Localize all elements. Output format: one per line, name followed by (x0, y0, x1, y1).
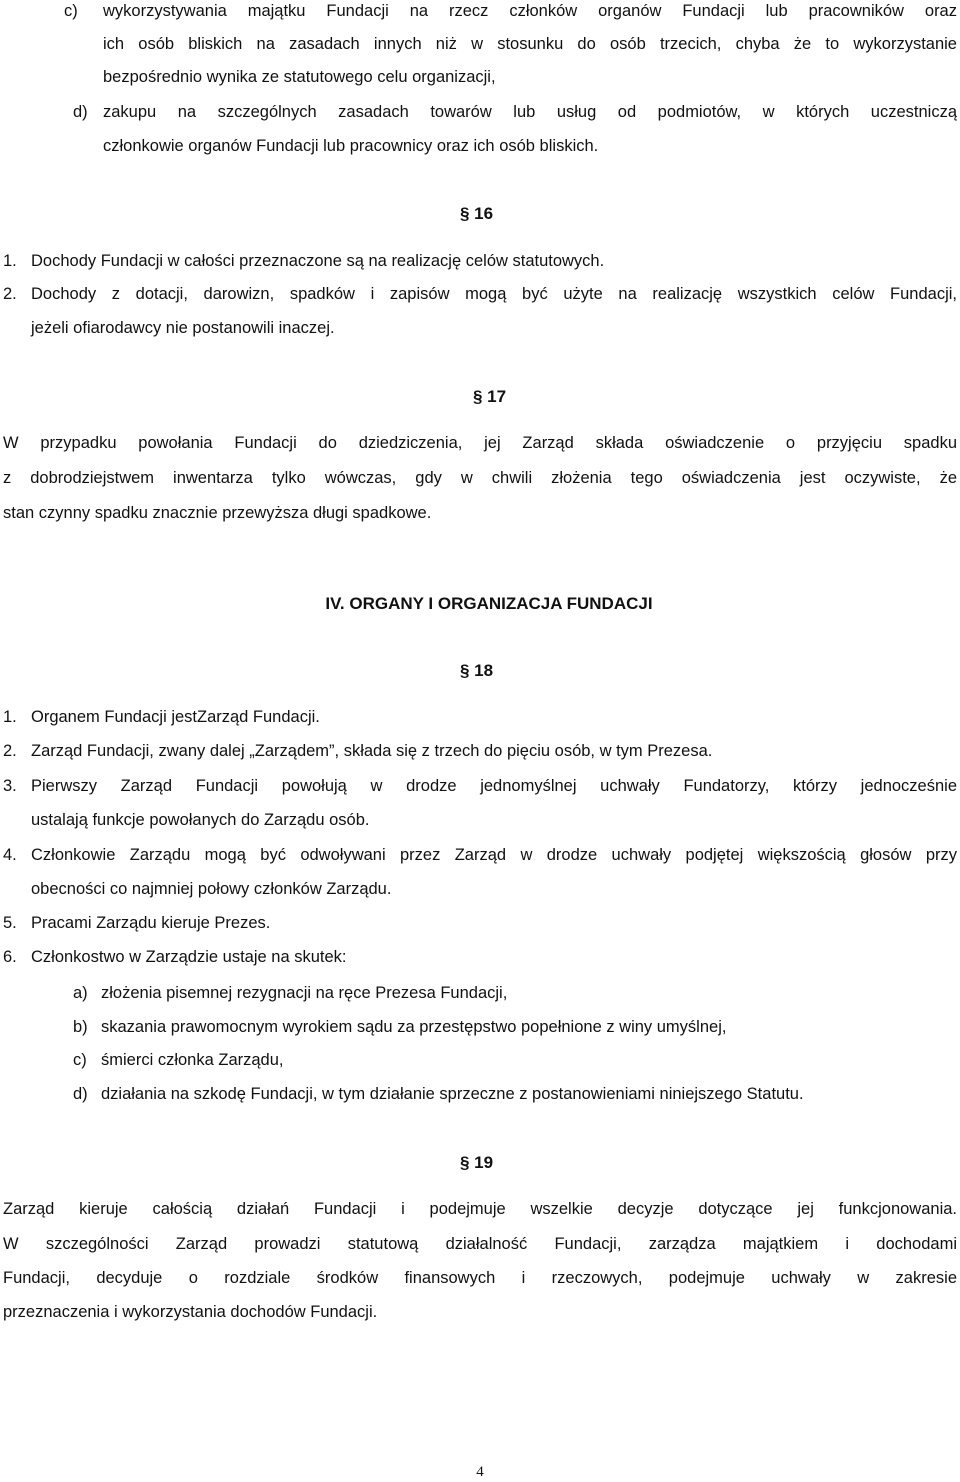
list-marker: c) (73, 1051, 87, 1069)
paragraph-line: obecności co najmniej połowy członków Zarządu. (31, 880, 392, 898)
paragraph-line: śmierci członka Zarządu, (101, 1051, 284, 1069)
paragraph-line: Organem Fundacji jestZarząd Fundacji. (31, 708, 320, 726)
paragraph-line: z dobrodziejstwem inwentarza tylko wówczas, gdy w chwili złożenia tego oświadczenia jest oczywiste, że (3, 469, 957, 487)
list-marker: 1. (3, 708, 17, 726)
section-heading: § 17 (473, 387, 507, 406)
paragraph-line: Członkostwo w Zarządzie ustaje na skutek: (31, 948, 347, 966)
list-marker: 5. (3, 914, 17, 932)
section-heading: § 19 (460, 1153, 494, 1172)
paragraph-line: Fundacji, decyduje o rozdziale środków finansowych i rzeczowych, podejmuje uchwały w zakresie (3, 1269, 957, 1287)
paragraph-line: Członkowie Zarządu mogą być odwoływani przez Zarząd w drodze uchwały podjętej większością głosów przy (31, 846, 957, 864)
paragraph-line: stan czynny spadku znacznie przewyższa długi spadkowe. (3, 504, 432, 522)
list-marker: a) (73, 984, 88, 1002)
paragraph-line: członkowie organów Fundacji lub pracownicy oraz ich osób bliskich. (103, 137, 599, 155)
paragraph-line: Pracami Zarządu kieruje Prezes. (31, 914, 271, 932)
paragraph-line: Dochody Fundacji w całości przeznaczone są na realizację celów statutowych. (31, 252, 605, 270)
list-marker: d) (73, 1085, 88, 1103)
list-marker: 6. (3, 948, 17, 966)
paragraph-line: złożenia pisemnej rezygnacji na ręce Prezesa Fundacji, (101, 984, 508, 1002)
list-marker: d) (73, 103, 88, 121)
paragraph-line: skazania prawomocnym wyrokiem sądu za przestępstwo popełnione z winy umyślnej, (101, 1018, 727, 1036)
paragraph-line: przeznaczenia i wykorzystania dochodów Fundacji. (3, 1303, 378, 1321)
paragraph-line: Zarząd kieruje całością działań Fundacji i podejmuje wszelkie decyzje dotyczące jej funkcjonowania. (3, 1200, 957, 1218)
list-marker: 2. (3, 742, 17, 760)
list-marker: 1. (3, 252, 17, 270)
paragraph-line: zakupu na szczególnych zasadach towarów lub usług od podmiotów, w których uczestniczą (103, 103, 957, 121)
paragraph-line: bezpośrednio wynika ze statutowego celu organizacji, (103, 68, 496, 86)
list-marker: 3. (3, 777, 17, 795)
paragraph-line: ustalają funkcje powołanych do Zarządu osób. (31, 811, 370, 829)
section-heading: § 18 (460, 661, 494, 680)
list-marker: b) (73, 1018, 88, 1036)
paragraph-line: W przypadku powołania Fundacji do dziedziczenia, jej Zarząd składa oświadczenie o przyjęciu spadku (3, 434, 957, 452)
paragraph-line: W szczególności Zarząd prowadzi statutową działalność Fundacji, zarządza majątkiem i dochodami (3, 1235, 957, 1253)
page-number: 4 (476, 1464, 484, 1480)
section-heading: § 16 (460, 204, 494, 223)
paragraph-line: Zarząd Fundacji, zwany dalej „Zarządem”, składa się z trzech do pięciu osób, w tym Prezesa. (31, 742, 713, 760)
list-marker: c) (64, 2, 78, 20)
paragraph-line: działania na szkodę Fundacji, w tym działanie sprzeczne z postanowieniami niniejszego Statutu. (101, 1085, 804, 1103)
chapter-title: IV. ORGANY I ORGANIZACJA FUNDACJI (325, 594, 653, 613)
list-marker: 2. (3, 285, 17, 303)
list-marker: 4. (3, 846, 17, 864)
paragraph-line: wykorzystywania majątku Fundacji na rzecz członków organów Fundacji lub pracowników oraz (103, 2, 957, 20)
paragraph-line: Pierwszy Zarząd Fundacji powołują w drodze jednomyślnej uchwały Fundatorzy, którzy jednocześnie (31, 777, 957, 795)
paragraph-line: ich osób bliskich na zasadach innych niż w stosunku do osób trzecich, chyba że to wykorzystanie (103, 35, 957, 53)
paragraph-line: jeżeli ofiarodawcy nie postanowili inaczej. (31, 319, 335, 337)
paragraph-line: Dochody z dotacji, darowizn, spadków i zapisów mogą być użyte na realizację wszystkich celów Fundacji, (31, 285, 957, 303)
